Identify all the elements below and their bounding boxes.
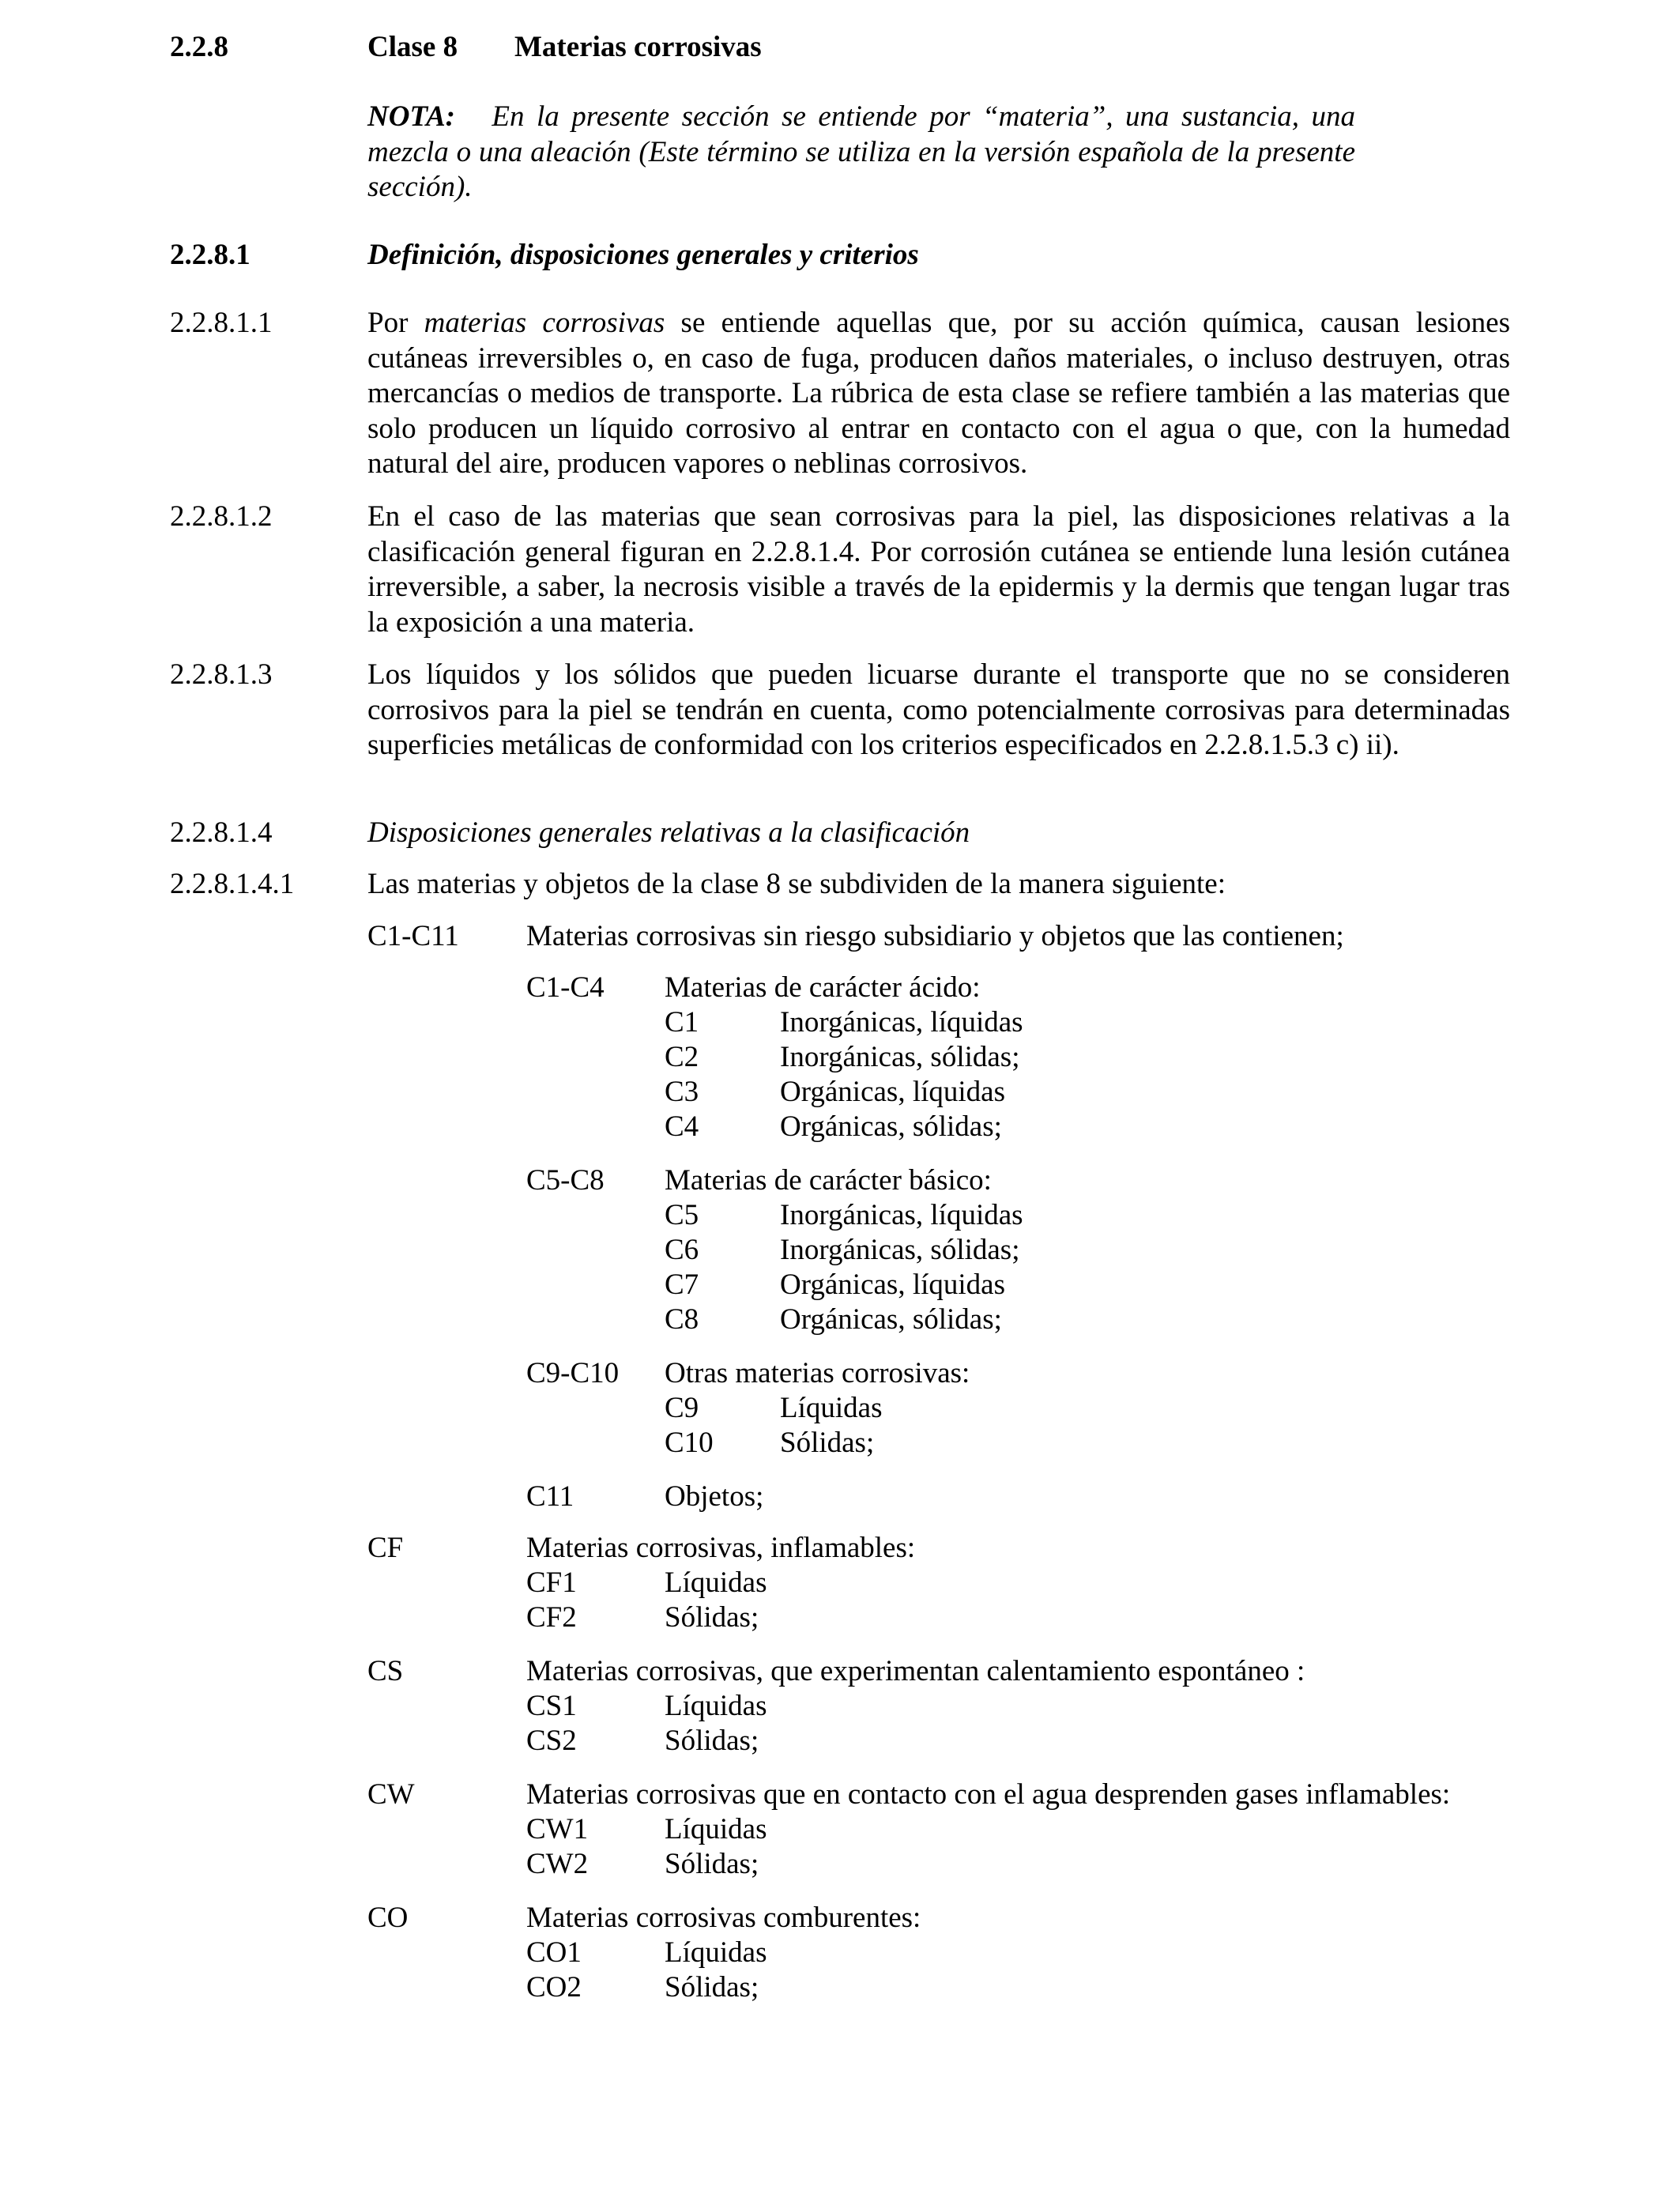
code-description: Orgánicas, sólidas; (780, 1303, 1002, 1336)
paragraph-number: 2.2.8.1.1 (170, 307, 273, 339)
code-description: Sólidas; (780, 1427, 875, 1459)
code-label: C5 (665, 1199, 699, 1231)
code-label: C8 (665, 1303, 699, 1336)
code-description: Inorgánicas, líquidas (780, 1006, 1023, 1039)
code-label: CF (367, 1532, 404, 1564)
note-text: En la presente sección se entiende por “materia”, una sustancia, una mezcla o una aleación (Este término se utiliza en la versión española de la presente sección). (367, 100, 1356, 203)
emphasis: materias corrosivas (424, 307, 665, 339)
code-label: C11 (526, 1480, 574, 1513)
code-label: C6 (665, 1234, 699, 1266)
code-description: Orgánicas, líquidas (780, 1269, 1005, 1301)
paragraph-text: Por materias corrosivas se entiende aquellas que, por su acción química, causan lesiones cutáneas irreversibles o, en caso de fuga, producen daños materiales, o incluso destruyen, otras mercancías o medios de transporte. La rúbrica de esta clase se refiere también a las materias que solo producen un líquido corrosivo al entrar en contacto con el agua o que, con la humedad natural del aire, producen vapores o neblinas corrosivos. (367, 307, 1510, 480)
paragraph-text: Los líquidos y los sólidos que pueden licuarse durante el transporte que no se consideren corrosivos para la piel se tendrán en cuenta, como potencialmente corrosivas para determinadas superficies metálicas de conformidad con los criterios especificados en 2.2.8.1.5.3 c) ii). (367, 658, 1510, 761)
code-label: CW2 (526, 1848, 589, 1880)
code-description: Materias de carácter ácido: (665, 971, 981, 1004)
paragraph-number: 2.2.8.1.4 (170, 816, 273, 849)
code-description: Inorgánicas, líquidas (780, 1199, 1023, 1231)
code-description: Líquidas (665, 1566, 767, 1599)
section-title: Materias corrosivas (514, 31, 762, 63)
code-description: Materias corrosivas sin riesgo subsidiario y objetos que las contienen; (526, 920, 1344, 952)
code-label: C1-C11 (367, 920, 459, 952)
note-label: NOTA: (367, 100, 455, 133)
paragraph-number: 2.2.8.1.4.1 (170, 868, 295, 900)
code-label: C5-C8 (526, 1164, 605, 1197)
paragraph-text: En el caso de las materias que sean corrosivas para la piel, las disposiciones relativas a la clasificación general figuran en 2.2.8.1.4. Por corrosión cutánea se entiende luna lesión cutánea irreversible, a saber, la necrosis visible a través de la epidermis y la dermis que tengan lugar tras la exposición a una materia. (367, 500, 1510, 639)
code-description: Líquidas (665, 1936, 767, 1969)
code-description: Sólidas; (665, 1848, 759, 1880)
code-description: Inorgánicas, sólidas; (780, 1234, 1020, 1266)
code-description: Objetos; (665, 1480, 764, 1513)
code-description: Sólidas; (665, 1725, 759, 1757)
code-label: CW (367, 1778, 415, 1811)
code-label: C7 (665, 1269, 699, 1301)
code-description: Materias corrosivas, inflamables: (526, 1532, 916, 1564)
code-description: Materias corrosivas que en contacto con el agua desprenden gases inflamables: (526, 1778, 1451, 1811)
code-description: Orgánicas, líquidas (780, 1076, 1005, 1108)
code-label: CF1 (526, 1566, 577, 1599)
code-description: Orgánicas, sólidas; (780, 1110, 1002, 1143)
code-label: C3 (665, 1076, 699, 1108)
code-label: C1-C4 (526, 971, 605, 1004)
code-description: Materias corrosivas, que experimentan calentamiento espontáneo : (526, 1655, 1305, 1687)
code-label: C4 (665, 1110, 699, 1143)
code-label: CS (367, 1655, 404, 1687)
code-label: C2 (665, 1041, 699, 1073)
code-label: CS1 (526, 1690, 577, 1722)
code-description: Líquidas (665, 1690, 767, 1722)
code-label: CO (367, 1902, 409, 1934)
section-number: 2.2.8 (170, 31, 228, 63)
code-label: C10 (665, 1427, 714, 1459)
paragraph-text: Las materias y objetos de la clase 8 se subdividen de la manera siguiente: (367, 868, 1226, 900)
paragraph-number: 2.2.8.1.2 (170, 500, 273, 533)
code-label: C1 (665, 1006, 699, 1039)
code-label: C9-C10 (526, 1357, 620, 1389)
code-description: Líquidas (780, 1392, 883, 1424)
code-label: CW1 (526, 1813, 589, 1845)
class-label: Clase 8 (367, 31, 458, 63)
code-label: CO1 (526, 1936, 582, 1969)
code-description: Materias de carácter básico: (665, 1164, 992, 1197)
subsection-number: 2.2.8.1 (170, 239, 250, 271)
code-label: CO2 (526, 1971, 582, 2004)
code-label: C9 (665, 1392, 699, 1424)
code-description: Líquidas (665, 1813, 767, 1845)
paragraph-number: 2.2.8.1.3 (170, 658, 273, 691)
code-description: Sólidas; (665, 1971, 759, 2004)
code-description: Materias corrosivas comburentes: (526, 1902, 921, 1934)
code-description: Otras materias corrosivas: (665, 1357, 970, 1389)
subsection-title: Definición, disposiciones generales y criterios (367, 239, 919, 271)
code-description: Inorgánicas, sólidas; (780, 1041, 1020, 1073)
paragraph-heading: Disposiciones generales relativas a la clasificación (367, 816, 970, 849)
code-description: Sólidas; (665, 1601, 759, 1634)
code-label: CS2 (526, 1725, 577, 1757)
note (367, 100, 1355, 205)
code-label: CF2 (526, 1601, 577, 1634)
